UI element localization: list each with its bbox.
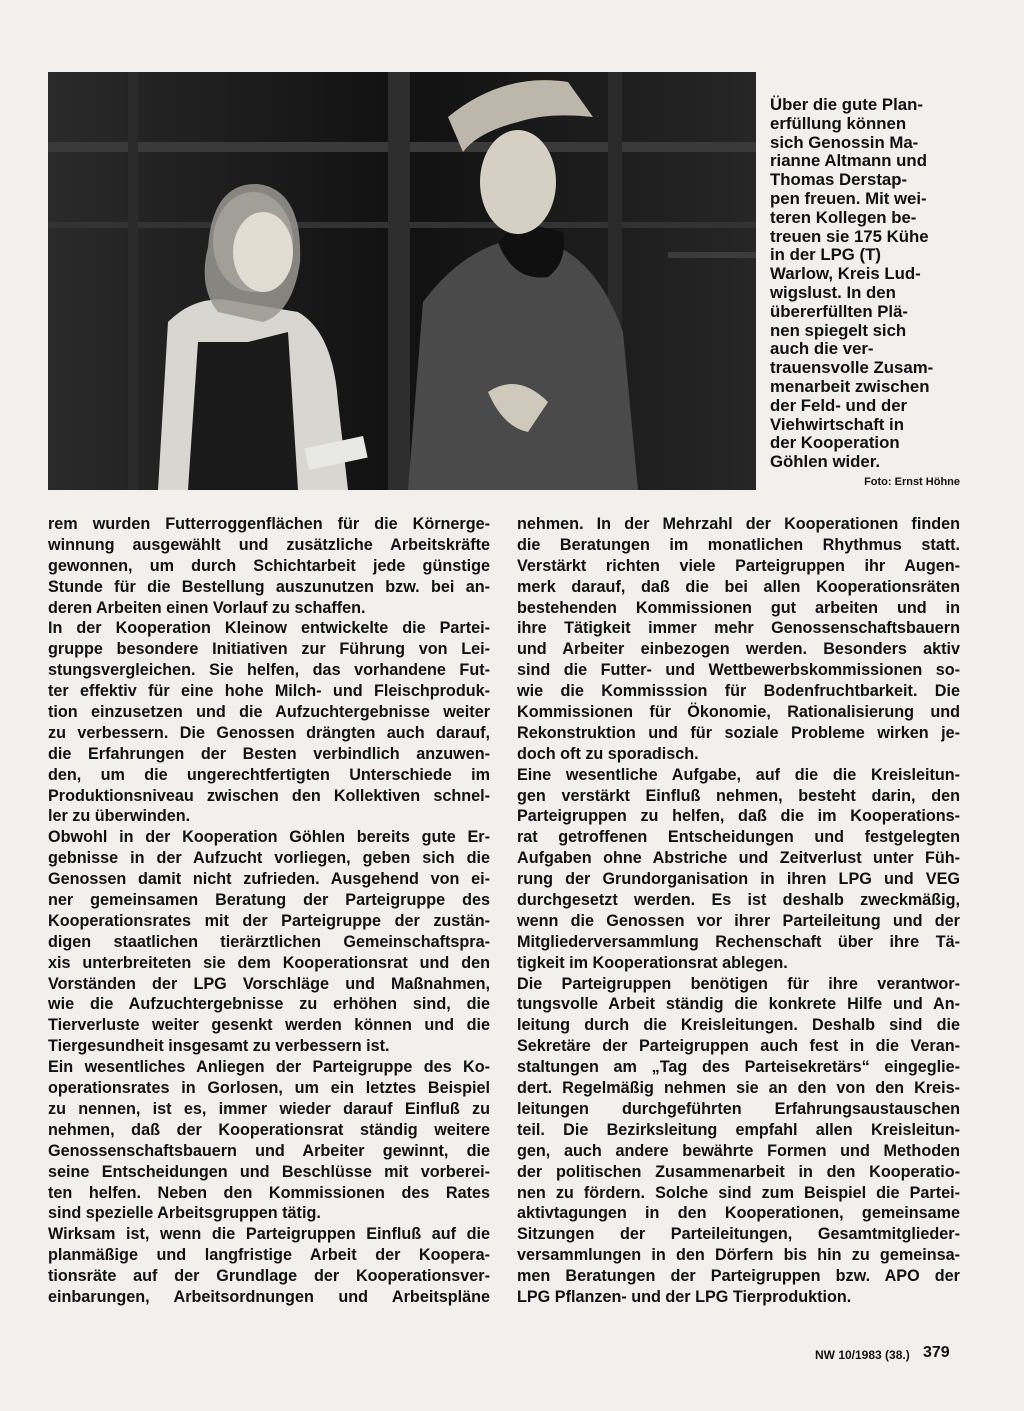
paragraph-line: aktivtagungen in den Kooperationen, gemeinsame — [517, 1204, 960, 1223]
paragraph-line: leitung durch die Kreisleitungen. Deshalb sind die — [517, 1016, 960, 1035]
paragraph-line: tungsvolle Arbeit ständig die konkrete Hilfe und An- — [517, 995, 960, 1014]
caption-line: teren Kollegen be- — [770, 207, 917, 227]
paragraph-line: deren Arbeiten einen Vorlauf zu schaffen. — [48, 598, 366, 617]
caption-line: Viehwirtschaft in — [770, 414, 904, 434]
paragraph-line: Kooperationsrates mit der Parteigruppe der zustän- — [48, 911, 490, 930]
paragraph-line: Produktionsniveau zwischen den Kollektiven schnel- — [48, 786, 490, 805]
paragraph-line: digen staatlichen tierärztlichen Gemeinschaftspra- — [48, 932, 490, 951]
paragraph-line: Die Parteigruppen benötigen für ihre verantwor- — [517, 974, 960, 993]
caption-line: Göhlen wider. — [770, 452, 881, 472]
caption-line: übererfüllten Plä- — [770, 301, 909, 321]
paragraph-line: planmäßige und langfristige Arbeit der Koopera- — [48, 1246, 490, 1265]
paragraph-line: Kommissionen für Ökonomie, Rationalisierung und — [517, 703, 960, 722]
paragraph-line: sind die Futter- und Wettbewerbskommissionen so- — [517, 661, 960, 680]
paragraph-line: stungsvergleichen. Sie helfen, das vorhandene Fut- — [48, 661, 490, 680]
paragraph-line: versammlungen in den Dörfern bis hin zu gemeinsa- — [517, 1246, 960, 1265]
caption-line: wigslust. In den — [770, 282, 896, 302]
paragraph-line: Vorständen der LPG Vorschläge und Maßnahmen, — [48, 974, 490, 993]
paragraph-line: ter effektiv für eine hohe Milch- und Fleischproduk- — [48, 682, 490, 701]
paragraph-line: gebnisse in der Aufzucht vorliegen, geben sich die — [48, 849, 490, 868]
paragraph-line: tigkeit im Kooperationsrat ablegen. — [517, 953, 788, 972]
caption-line: Thomas Derstap- — [770, 170, 908, 190]
caption-line: trauensvolle Zusam- — [770, 358, 934, 378]
paragraph-line: zu verbessern. Die Genossen drängten auch darauf, — [48, 723, 490, 742]
paragraph-line: gewonnen, um durch Schichtarbeit jede günstige — [48, 556, 490, 575]
paragraph-line: den, um die ungerechtfertigten Unterschiede im — [48, 765, 490, 784]
caption-line: nen spiegelt sich — [770, 320, 907, 340]
photo-credit: Foto: Ernst Höhne — [864, 476, 960, 488]
paragraph-line: die Erfahrungen der Besten verbindlich anzuwen- — [48, 744, 490, 763]
paragraph-line: nehmen, daß der Kooperationsrat ständig weitere — [48, 1120, 490, 1139]
paragraph-line: Tierverluste weiter gesenkt werden können und die — [48, 1016, 490, 1035]
paragraph-line: Obwohl in der Kooperation Göhlen bereits gute Er- — [48, 828, 490, 847]
paragraph-line: gruppe besondere Initiativen zur Führung von Lei- — [48, 640, 490, 659]
caption-line: Über die gute Plan- — [770, 95, 923, 114]
caption-line: treuen sie 175 Kühe — [770, 226, 929, 246]
page-number: 379 — [923, 1344, 950, 1361]
paragraph-line: Ein wesentliches Anliegen der Parteigruppe des Ko- — [48, 1058, 490, 1077]
paragraph-line: staltungen am „Tag des Parteisekretärs“ eingeglie- — [517, 1058, 960, 1077]
paragraph-line: der politischen Zusammenarbeit in den Kooperatio- — [517, 1162, 960, 1181]
paragraph-line: Stunde für die Bestellung auszunutzen bzw. bei an- — [48, 577, 490, 596]
caption-line: pen freuen. Mit wei- — [770, 188, 927, 208]
paragraph-line: ihre Tätigkeit immer mehr Genossenschaftsbauern — [517, 619, 960, 638]
paragraph-line: zu nennen, ist es, immer wieder darauf Einfluß zu — [48, 1099, 490, 1118]
paragraph-line: winnung ausgewählt und zusätzliche Arbeitskräfte — [48, 535, 490, 554]
paragraph-line: Genossen damit nicht zufrieden. Ausgehend von ei- — [48, 870, 490, 889]
paragraph-line: Tiergesundheit insgesamt zu verbessern ist. — [48, 1037, 390, 1056]
paragraph-line: gen, auch andere bewährte Formen und Methoden — [517, 1141, 960, 1160]
paragraph-line: Parteigruppen zu helfen, daß die im Kooperations- — [517, 807, 960, 826]
paragraph-line: die Beratungen im monatlichen Rhythmus statt. — [517, 535, 960, 554]
paragraph-line: Verstärkt richten viele Parteigruppen ihr Augen- — [517, 556, 960, 575]
page-footer — [0, 1346, 1024, 1366]
paragraph-line: ner gemeinsamen Beratung der Parteigruppe des — [48, 891, 490, 910]
paragraph-line: doch oft zu sporadisch. — [517, 744, 699, 763]
paragraph-line: men Beratungen der Parteigruppen bzw. APO der — [517, 1267, 960, 1286]
paragraph-line: Wirksam ist, wenn die Parteigruppen Einfluß auf die — [48, 1225, 490, 1244]
paragraph-line: In der Kooperation Kleinow entwickelte die Partei- — [48, 619, 490, 638]
paragraph-line: tionsräte auf der Grundlage der Kooperationsver- — [48, 1267, 490, 1286]
paragraph-line: leitungen durchgeführten Erfahrungsaustauschen — [517, 1099, 960, 1118]
paragraph-line: nehmen. In der Mehrzahl der Kooperationen finden — [517, 515, 960, 533]
paragraph-line: wie die Aufzuchtergebnisse zu erhöhen sind, die — [48, 995, 490, 1014]
paragraph-line: Sitzungen der Parteileitungen, Gesamtmitglieder- — [517, 1225, 960, 1244]
paragraph-line: Sekretäre der Parteigruppen auch fest in die Veran- — [517, 1037, 960, 1056]
paragraph-line: Rekonstruktion und für soziale Probleme wirken je- — [517, 723, 960, 742]
paragraph-line: merk darauf, daß die bei allen Kooperationsräten — [517, 577, 960, 596]
paragraph-line: bestehenden Kommissionen gut arbeiten und in — [517, 598, 960, 617]
paragraph-line: Mitgliederversammlung Rechenschaft über ihre Tä- — [517, 932, 960, 951]
paragraph-line: teil. Die Bezirksleitung empfahl allen Kreisleitun- — [517, 1120, 960, 1139]
paragraph-line: LPG Pflanzen- und der LPG Tierproduktion. — [517, 1287, 852, 1306]
article-column-left — [48, 514, 490, 1308]
paragraph-line: dert. Regelmäßig nehmen sie an den von den Kreis- — [517, 1079, 960, 1098]
caption-line: rianne Altmann und — [770, 151, 927, 171]
paragraph-line: sind spezielle Arbeitsgruppen tätig. — [48, 1204, 321, 1223]
paragraph-line: operationsrates in Gorlosen, um ein letztes Beispiel — [48, 1079, 490, 1098]
caption-line: in der LPG (T) — [770, 245, 881, 265]
paragraph-line: einbarungen, Arbeitsordnungen und Arbeitspläne — [48, 1287, 490, 1306]
paragraph-line: rat getroffenen Entscheidungen und festgelegten — [517, 828, 960, 847]
photo-icon — [48, 72, 756, 490]
article-photo — [48, 72, 756, 490]
paragraph-line: wenn die Genossen vor ihrer Parteileitung und der — [517, 911, 960, 930]
paragraph-line: ler zu überwinden. — [48, 807, 191, 826]
paragraph-line: rung der Grundorganisation in ihren LPG und VEG — [517, 870, 960, 889]
caption-line: sich Genossin Ma- — [770, 132, 919, 152]
paragraph-line: Aufgaben ohne Abstriche und Zeitverlust unter Füh- — [517, 849, 960, 868]
article-column-right — [517, 514, 960, 1308]
caption-line: der Feld- und der — [770, 395, 908, 415]
paragraph-line: wie die Kommisssion für Bodenfruchtbarkeit. Die — [517, 682, 960, 701]
photo-caption — [770, 96, 960, 472]
paragraph-line: Eine wesentliche Aufgabe, auf die die Kreisleitun- — [517, 765, 960, 784]
paragraph-line: und Arbeiter einbezogen werden. Besonders aktiv — [517, 640, 960, 659]
caption-line: erfüllung können — [770, 113, 907, 133]
issue-label: NW 10/1983 (38.) — [815, 1348, 910, 1362]
paragraph-line: tion einzusetzen und die Aufzuchtergebnisse weiter — [48, 703, 490, 722]
caption-line: menarbeit zwischen — [770, 376, 930, 396]
paragraph-line: seine Entscheidungen und Beschlüsse mit vorberei- — [48, 1162, 490, 1181]
caption-line: Warlow, Kreis Lud- — [770, 264, 921, 284]
paragraph-line: durchgesetzt werden. Es ist deshalb zweckmäßig, — [517, 891, 960, 910]
paragraph-line: rem wurden Futterroggenflächen für die Körnerge- — [48, 515, 490, 533]
paragraph-line: xis unterbreiteten sie dem Kooperationsrat und den — [48, 953, 490, 972]
caption-line: auch die ver- — [770, 339, 874, 359]
paragraph-line: Genossenschaftsbauern und Arbeiter gewinnt, die — [48, 1141, 490, 1160]
paragraph-line: gen verstärkt Einfluß nehmen, besteht darin, den — [517, 786, 960, 805]
caption-line: der Kooperation — [770, 433, 900, 453]
paragraph-line: ten helfen. Neben den Kommissionen des Rates — [48, 1183, 490, 1202]
paragraph-line: nen zu fördern. Solche sind zum Beispiel die Partei- — [517, 1183, 960, 1202]
